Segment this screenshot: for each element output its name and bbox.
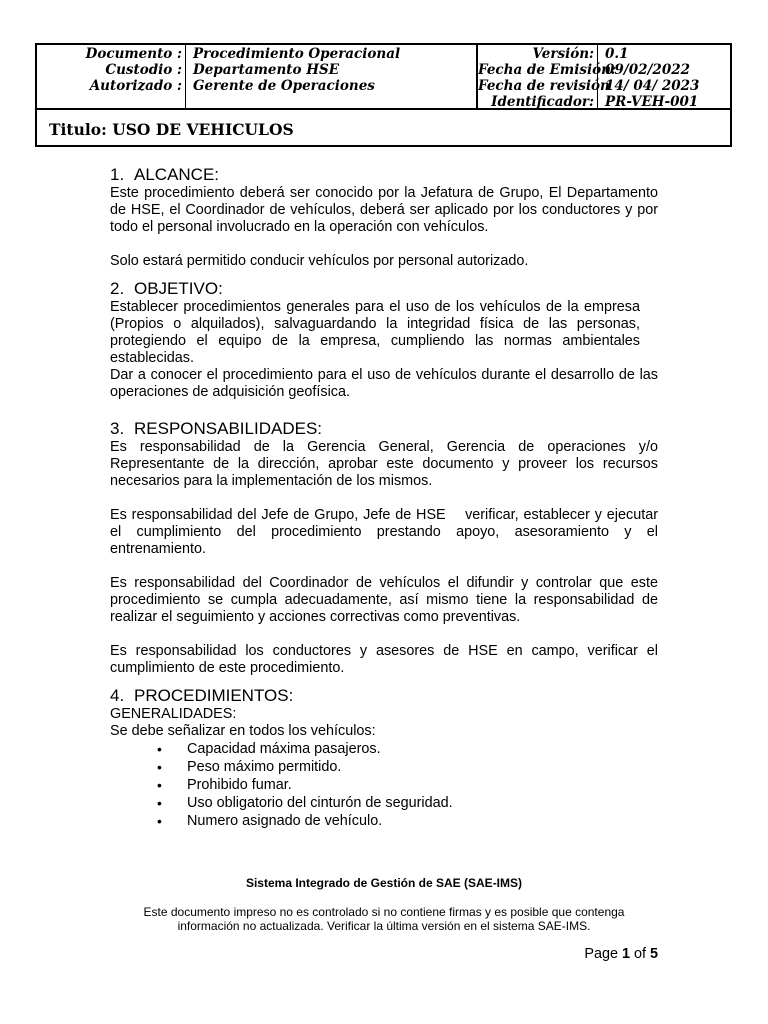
page-total: 5 [649, 946, 658, 962]
list-item: • Uso obligatorio del cinturón de seguridad. [110, 794, 658, 812]
paragraph: Es responsabilidad de la Gerencia General, Gerencia de operaciones y/o Representante de la dirección, aprobar este documento y proveer los recursos necesarios para la implementación de los mismos. [110, 439, 658, 489]
label-autorizado: Autorizado : [89, 78, 182, 94]
section-heading-responsabilidades [110, 419, 658, 439]
value-version: 0.1 [605, 46, 629, 62]
list-item: • Numero asignado de vehículo. [110, 812, 658, 830]
label-identificador: Identificador: [491, 94, 594, 110]
value-autorizado: Gerente de Operaciones [193, 78, 375, 94]
section-heading-alcance [110, 165, 658, 185]
page-current: 1 [621, 946, 630, 962]
bullet-list [110, 740, 658, 830]
paragraph: Este procedimiento deberá ser conocido por la Jefatura de Grupo, El Departamento de HSE, el Coordinador de vehículos, deberá ser aplicado por los conductores y por todo el personal involucrado en la operación con vehículos. [110, 185, 658, 235]
label-custodio: Custodio : [105, 62, 182, 78]
page-of-label: of [633, 946, 646, 962]
section-title: OBJETIVO: [134, 279, 223, 298]
page-label: Page [584, 946, 618, 962]
label-documento: Documento : [85, 46, 182, 62]
document-body [110, 165, 662, 830]
document-header [35, 43, 732, 147]
footer-disclaimer-line: Este documento impreso no es controlado si no contiene firmas y es posible que contenga [143, 905, 625, 919]
section-number: 3. [110, 419, 125, 438]
header-labels-left [37, 45, 186, 108]
value-documento: Procedimiento Operacional [193, 46, 401, 62]
list-item: • Peso máximo permitido. [110, 758, 658, 776]
subheading-generalidades: GENERALIDADES: [110, 706, 237, 722]
header-labels-right [478, 45, 616, 110]
section-title: ALCANCE: [134, 165, 220, 184]
section-number: 4. [110, 686, 125, 705]
document-title: Titulo: USO DE VEHICULOS [49, 120, 294, 139]
value-custodio: Departamento HSE [193, 62, 340, 78]
label-version: Versión: [532, 46, 594, 62]
section-heading-procedimientos [110, 686, 658, 706]
value-fecha-revision: 14/ 04/ 2023 [605, 78, 700, 94]
paragraph: Es responsabilidad del Coordinador de vehículos el difundir y controlar que este procedimiento se cumpla adecuadamente, así mismo tiene la responsabilidad de realizar el seguimiento y acciones correctivas como preventivas. [110, 575, 658, 625]
header-values-left [186, 45, 478, 108]
header-values-right [598, 45, 730, 108]
header-metadata-row [37, 45, 730, 110]
section-number: 2. [110, 279, 125, 298]
value-fecha-emision: 09/02/2022 [605, 62, 691, 78]
list-item: • Prohibido fumar. [110, 776, 658, 794]
footer-disclaimer [100, 905, 668, 933]
page-number [584, 946, 658, 962]
paragraph: Solo estará permitido conducir vehículos por personal autorizado. [110, 253, 529, 269]
footer-disclaimer-line: información no actualizada. Verificar la última versión en el sistema SAE-IMS. [177, 919, 591, 933]
section-title: PROCEDIMIENTOS: [134, 686, 294, 705]
paragraph: Dar a conocer el procedimiento para el uso de vehículos durante el desarrollo de las operaciones de adquisición geofísica. [110, 367, 658, 400]
section-heading-objetivo [110, 279, 658, 299]
paragraph: Establecer procedimientos generales para el uso de los vehículos de la empresa (Propios o alquilados), salvaguardando la integridad física de las personas, protegiendo el equipo de la empresa, cumpliendo las normas ambientales establecidas. [110, 299, 640, 366]
section-title: RESPONSABILIDADES: [134, 419, 323, 438]
footer-system-name: Sistema Integrado de Gestión de SAE (SAE-IMS) [245, 876, 523, 890]
paragraph: Es responsabilidad del Jefe de Grupo, Jefe de HSE verificar, establecer y ejecutar el cumplimiento del procedimiento prestando apoyo, asesoramiento y el entrenamiento. [110, 507, 662, 557]
list-item: • Capacidad máxima pasajeros. [110, 740, 658, 758]
header-title-row [37, 110, 730, 145]
bullet-intro: Se debe señalizar en todos los vehículos: [110, 723, 376, 739]
section-number: 1. [110, 165, 125, 184]
paragraph: Es responsabilidad los conductores y asesores de HSE en campo, verificar el cumplimiento de este procedimiento. [110, 643, 658, 676]
label-fecha-revision: Fecha de revisión [478, 78, 610, 94]
value-identificador: PR-VEH-001 [605, 94, 699, 110]
label-fecha-emision: Fecha de Emisión: [478, 62, 616, 78]
